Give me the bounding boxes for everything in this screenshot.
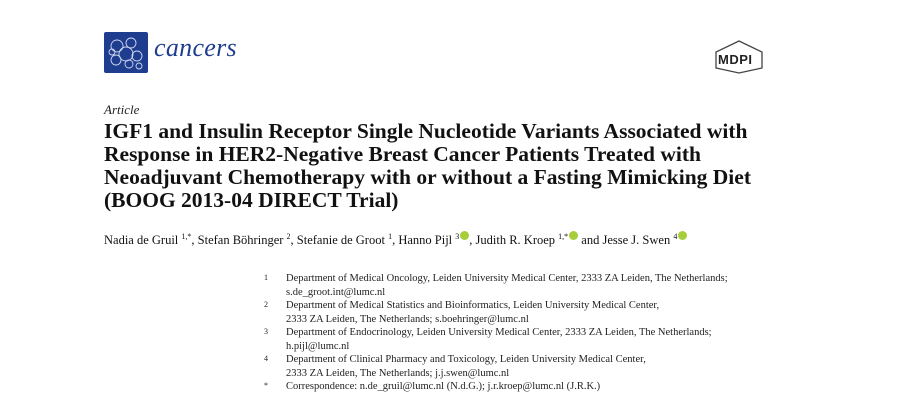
publisher-name: MDPI [718, 52, 753, 67]
author-affiliation-mark: 2 [286, 232, 291, 241]
affiliation-mark: 2 [264, 300, 268, 309]
orcid-icon[interactable] [678, 231, 687, 240]
author-affiliation-mark: 1,* [558, 232, 569, 241]
author-affiliation-mark: 3 [455, 232, 460, 241]
affiliation-line: Correspondence: n.de_gruil@lumc.nl (N.d.G.); j.r.kroep@lumc.nl (J.R.K.) [286, 381, 601, 392]
affiliation-list [264, 272, 824, 394]
affiliation-line: Department of Endocrinology, Leiden University Medical Center, 2333 ZA Leiden, The Netherlands; [286, 327, 712, 338]
affiliation-line: h.pijl@lumc.nl [286, 340, 350, 352]
journal-name: cancers [154, 33, 237, 62]
orcid-icon[interactable] [460, 231, 469, 240]
affiliation-line: 2333 ZA Leiden, The Netherlands; j.j.swen@lumc.nl [286, 367, 510, 379]
author-name[interactable]: Nadia de Gruil [104, 233, 179, 247]
affiliation-item [264, 272, 824, 299]
author-affiliation-mark: 1,* [181, 232, 192, 241]
author-affiliation-mark: 1 [388, 232, 393, 241]
affiliation-mark: 1 [264, 273, 268, 282]
affiliation-line: 2333 ZA Leiden, The Netherlands; s.boehringer@lumc.nl [286, 313, 529, 325]
author-name[interactable]: Hanno Pijl [398, 233, 453, 247]
affiliation-mark: * [264, 381, 268, 390]
affiliation-line: Department of Medical Statistics and Bioinformatics, Leiden University Medical Center, [286, 300, 660, 311]
author-separator: , [392, 233, 399, 247]
article-title: IGF1 and Insulin Receptor Single Nucleotide Variants Associated with Response in HER2-Negative Breast Cancer Patients Treated with Neoadjuvant Chemotherapy with or without a Fasting Mimicking Diet (BOOG 2013-04 DIRECT Trial) [104, 119, 751, 212]
author-separator: , [469, 233, 476, 247]
orcid-icon[interactable] [569, 231, 578, 240]
affiliation-mark: 3 [264, 327, 268, 336]
author-name[interactable]: Jesse J. Swen [602, 233, 671, 247]
author-separator: , [290, 233, 297, 247]
affiliation-item [264, 353, 824, 380]
author-name[interactable]: Stefan Böhringer [197, 233, 284, 247]
author-separator: , [191, 233, 198, 247]
affiliation-line: Department of Medical Oncology, Leiden University Medical Center, 2333 ZA Leiden, The Netherlands; [286, 273, 728, 284]
affiliation-item [264, 380, 824, 394]
author-name[interactable]: Stefanie de Groot [296, 233, 385, 247]
affiliation-line: Department of Clinical Pharmacy and Toxicology, Leiden University Medical Center, [286, 354, 646, 365]
author-separator: and [578, 233, 603, 247]
author-list [104, 231, 804, 248]
author-affiliation-mark: 4 [673, 232, 678, 241]
affiliation-line: s.de_groot.int@lumc.nl [286, 286, 386, 298]
author-name[interactable]: Judith R. Kroep [475, 233, 556, 247]
affiliation-item [264, 299, 824, 326]
affiliation-item [264, 326, 824, 353]
article-type: Article [104, 102, 140, 117]
affiliation-mark: 4 [264, 354, 268, 363]
journal-cells-icon [104, 32, 148, 73]
